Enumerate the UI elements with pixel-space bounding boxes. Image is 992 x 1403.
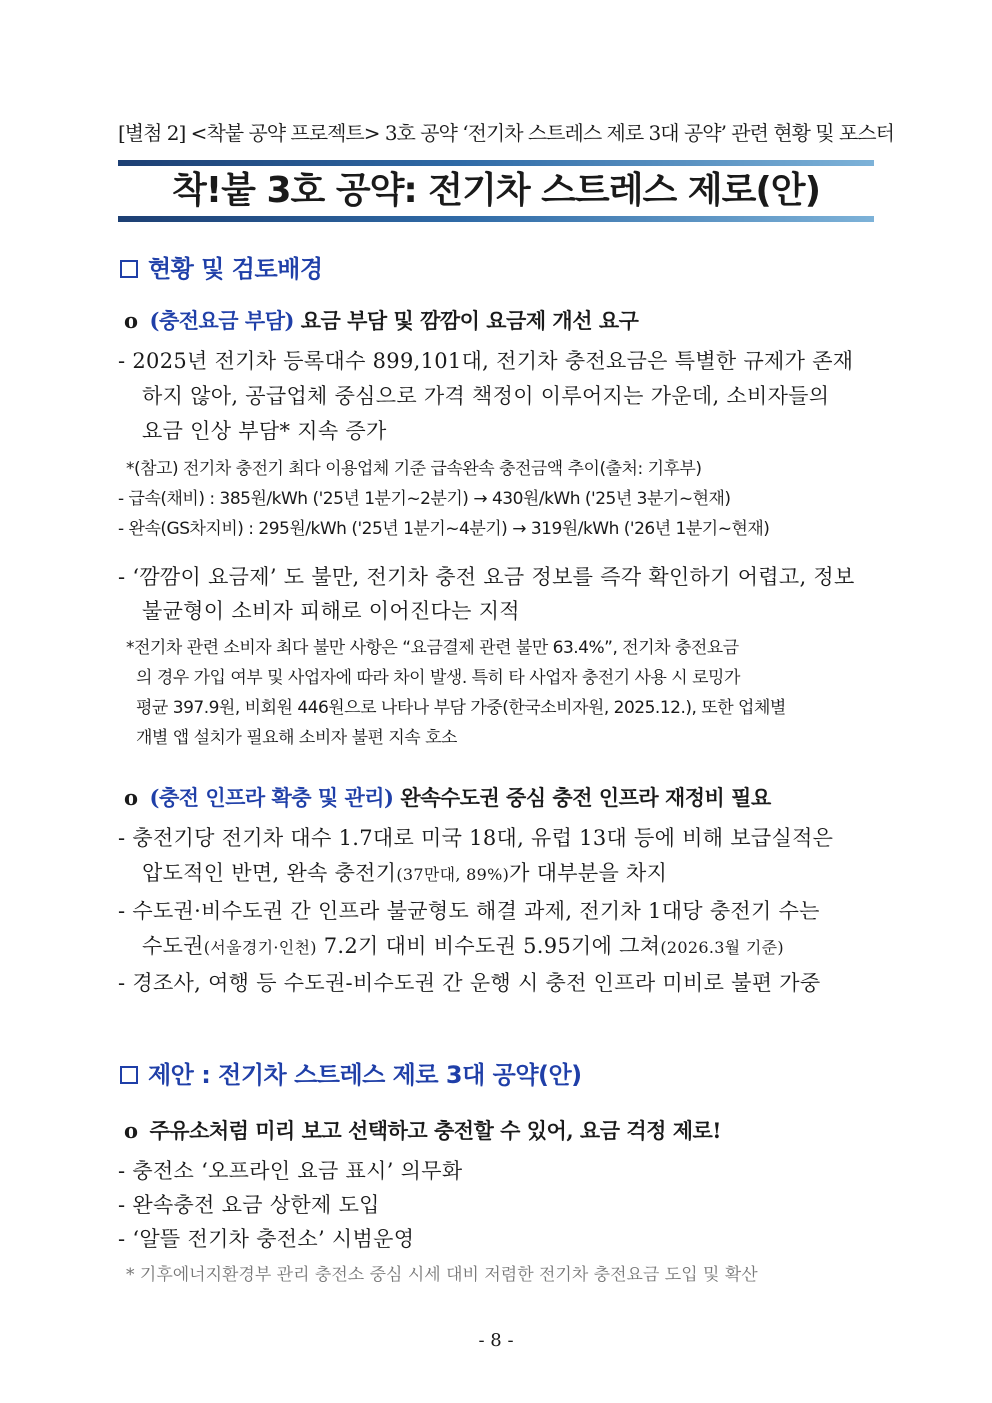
body-line: - 경조사, 여행 등 수도권-비수도권 간 운행 시 충전 인프라 미비로 불편 가중 xyxy=(118,971,821,995)
bullet-charging-fee xyxy=(124,305,638,335)
body-line: - 수도권·비수도권 간 인프라 불균형도 해결 과제, 전기차 1대당 충전기 수는 xyxy=(118,899,820,923)
bullet-mark: o xyxy=(124,785,138,810)
body-text: 수도권 xyxy=(142,934,204,958)
bullet-mark: o xyxy=(124,1118,138,1143)
note-line: 평균 397.9원, 비회원 446원으로 나타나 부담 가중(한국소비자원, 2025.12.), 또한 업체별 xyxy=(136,698,786,718)
checkbox-square-icon xyxy=(120,260,138,278)
body-line: - 충전기당 전기차 대수 1.7대로 미국 18대, 유럽 13대 등에 비해 보급실적은 xyxy=(118,826,834,850)
bullet-mark: o xyxy=(124,308,138,333)
inline-small-note: (2026.3월 기준) xyxy=(660,938,784,957)
note-line: 개별 앱 설치가 필요해 소비자 불편 지속 호소 xyxy=(136,728,457,748)
page-title: 착!붙 3호 공약: 전기차 스트레스 제로(안) xyxy=(171,170,821,211)
body-line: 요금 인상 부담* 지속 증가 xyxy=(142,419,387,443)
section-heading-label: 제안 : 전기차 스트레스 제로 3대 공약(안) xyxy=(148,1061,582,1089)
bullet-text: 완속수도권 중심 충전 인프라 재정비 필요 xyxy=(400,785,771,810)
note-line: - 완속(GS차지비) : 295원/kWh ('25년 1분기~4분기) → 319원/kWh ('26년 1분기~현재) xyxy=(118,519,770,539)
section-heading-proposal xyxy=(120,1055,582,1090)
checkbox-square-icon xyxy=(120,1066,138,1084)
body-line: 불균형이 소비자 피해로 이어진다는 지적 xyxy=(142,599,520,623)
bullet-text: 주유소처럼 미리 보고 선택하고 충전할 수 있어, 요금 걱정 제로! xyxy=(149,1118,721,1143)
bullet-proposal xyxy=(124,1115,721,1145)
proposal-item: - ‘알뜰 전기차 충전소’ 시범운영 xyxy=(118,1227,415,1251)
bullet-text: 요금 부담 및 깜깜이 요금제 개선 요구 xyxy=(300,308,639,333)
note-line: - 급속(채비) : 385원/kWh ('25년 1분기~2분기) → 430원/kWh ('25년 3분기~현재) xyxy=(118,489,731,509)
proposal-item: - 충전소 ‘오프라인 요금 표시’ 의무화 xyxy=(118,1159,463,1183)
bullet-tag: (충전요금 부담) xyxy=(149,308,294,333)
body-line: 하지 않아, 공급업체 중심으로 가격 책정이 이루어지는 가운데, 소비자들의 xyxy=(142,384,830,408)
body-line: - 2025년 전기차 등록대수 899,101대, 전기차 충전요금은 특별한 규제가 존재 xyxy=(118,349,854,373)
body-line xyxy=(142,930,784,960)
inline-small-note: (서울경기·인천) xyxy=(203,938,317,957)
page-number: - 8 - xyxy=(478,1330,514,1351)
footnote: * 기후에너지환경부 관리 충전소 중심 시세 대비 저렴한 전기차 충전요금 도입 및 확산 xyxy=(126,1265,758,1285)
note-line: *전기차 관련 소비자 최다 불만 사항은 “요금결제 관련 불만 63.4%”, 전기차 충전요금 xyxy=(126,638,739,658)
body-line: - ‘깜깜이 요금제’ 도 불만, 전기차 충전 요금 정보를 즉각 확인하기 어렵고, 정보 xyxy=(118,565,855,589)
title-bottom-rule xyxy=(118,216,874,222)
bullet-tag: (충전 인프라 확충 및 관리) xyxy=(149,785,394,810)
note-line: 의 경우 가입 여부 및 사업자에 따라 차이 발생. 특히 타 사업자 충전기 사용 시 로밍가 xyxy=(136,668,740,688)
inline-small-note: (37만대, 89%) xyxy=(396,865,510,884)
body-text: 7.2기 대비 비수도권 5.95기에 그쳐 xyxy=(316,934,661,958)
proposal-item: - 완속충전 요금 상한제 도입 xyxy=(118,1193,380,1217)
attachment-caption: [별첨 2] <착붙 공약 프로젝트> 3호 공약 ‘전기차 스트레스 제로 3대 공약’ 관련 현황 및 포스터 xyxy=(118,121,894,145)
section-heading-label: 현황 및 검토배경 xyxy=(148,255,323,283)
body-text: 가 대부분을 차지 xyxy=(509,861,668,885)
section-heading-status xyxy=(120,249,323,284)
body-text: 압도적인 반면, 완속 충전기 xyxy=(142,861,397,885)
note-line: *(참고) 전기차 충전기 최다 이용업체 기준 급속완속 충전금액 추이(출처: 기후부) xyxy=(126,459,702,479)
body-line xyxy=(142,857,667,887)
bullet-charging-infra xyxy=(124,782,771,812)
